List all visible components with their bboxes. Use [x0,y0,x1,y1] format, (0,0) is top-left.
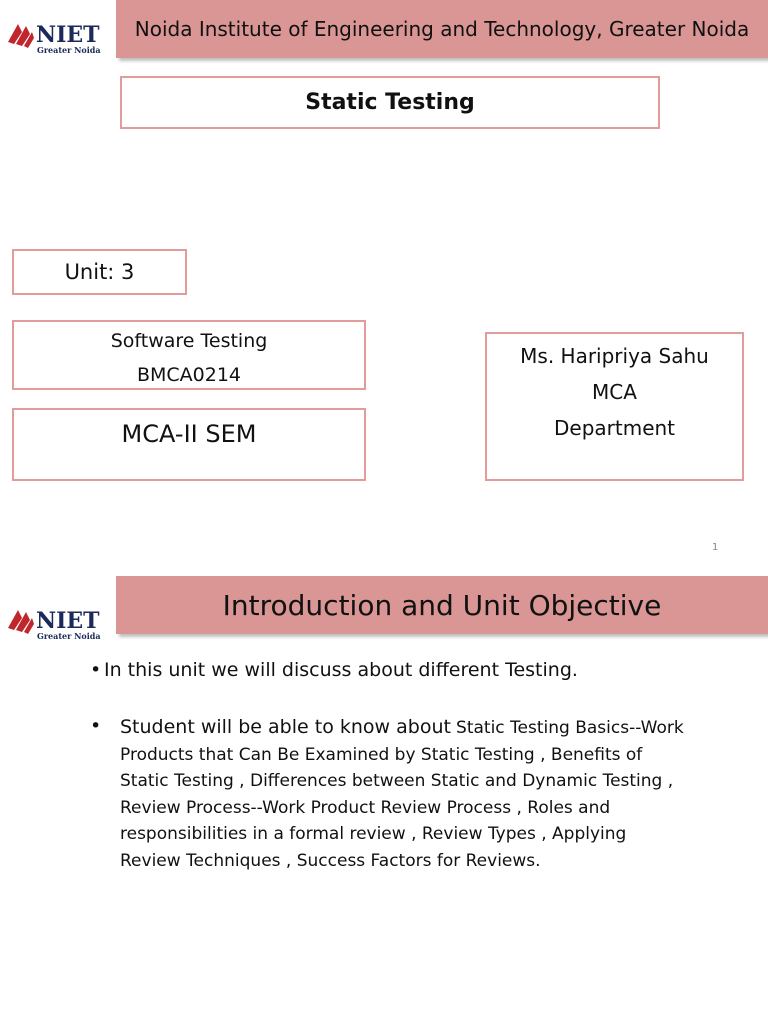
faculty-box [485,332,744,481]
bullet-icon: • [90,659,102,681]
bullet-text: In this unit we will discuss about different Testing. [104,659,578,681]
institute-header: Noida Institute of Engineering and Technology, Greater Noida [116,0,768,58]
course-box [12,320,366,390]
logo-text: NIET [36,22,100,48]
bullet-lead-text: Student will be able to know about [120,716,451,738]
unit-label: Unit: 3 [12,249,187,295]
bullet-icon: • [90,715,102,737]
faculty-dept: Department [553,416,676,440]
faculty-program: MCA [592,380,637,404]
course-name: Software Testing [110,330,268,352]
niet-logo [4,592,104,642]
niet-logo [4,6,104,56]
bullet-topic-list: Static Testing Basics--Work Products that Can Be Examined by Static Testing , Benefits of Static Testing , Differences between Static and Dynamic Testing , Review Process--Work Product Review Process , Roles and responsibilities in a formal review , Review Types , Applying Review Techniques , Success Factors for Reviews. [120,718,684,871]
bullet-item [90,659,690,681]
semester-box: MCA-II SEM [12,408,366,481]
slide-2 [0,565,768,1024]
bullet-item [90,715,690,875]
slide-title: Static Testing [120,76,660,129]
logo-text: NIET [36,608,100,634]
logo-subtitle: Greater Noida [37,45,101,55]
logo-subtitle: Greater Noida [37,631,101,641]
course-code: BMCA0214 [136,364,242,386]
page-number: 1 [712,542,719,553]
slide-title: Introduction and Unit Objective [116,576,768,634]
faculty-name: Ms. Haripriya Sahu [520,344,709,368]
